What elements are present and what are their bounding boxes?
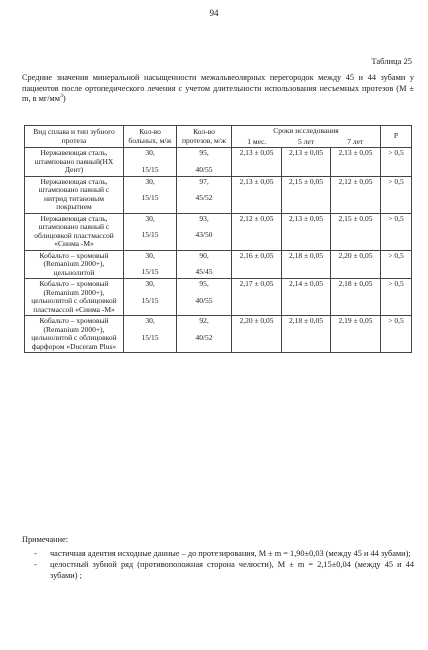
prostheses-mf: 43/50	[195, 230, 213, 239]
p-value-cell	[381, 250, 412, 279]
patients-mf: 15/15	[141, 193, 159, 202]
prostheses-mf: 45/45	[195, 267, 213, 276]
caption-text: Средние значения минеральной насыщенности межальвеолярных перегородок между 45 и 44 зубами у пациентов после ортопедического лечения с учетом длительности использования несъемных протезов (M ± m, в мг/мм	[22, 73, 414, 104]
notes-section	[22, 535, 414, 582]
table-row	[25, 148, 412, 177]
value-7-years: 2,18 ± 0,05	[338, 279, 373, 288]
caption-end: )	[62, 94, 66, 104]
patients-total: 30,	[145, 279, 155, 288]
alloy-type-cell	[25, 279, 124, 316]
p-value: > 0,5	[388, 279, 404, 288]
note-dash: -	[34, 548, 37, 558]
header-1-month: 1 мес.	[232, 137, 282, 148]
p-value: > 0,5	[388, 316, 404, 325]
value-5-years: 2,13 ± 0,05	[288, 213, 324, 223]
prostheses-total: 95,	[199, 279, 209, 288]
patients-total: 30,	[145, 176, 155, 186]
alloy-type-text: Нержавеющая сталь, штамповано паяный с облицовкой пластмассой «Синма -М»	[34, 213, 114, 248]
p-value-cell	[381, 148, 412, 177]
prostheses-cell	[177, 316, 232, 353]
p-value: > 0,5	[388, 176, 404, 186]
note-dash: -	[34, 560, 37, 570]
alloy-type-text: Кобальто – хромовый (Remanium 2000+), цельнолитой	[39, 250, 109, 277]
value-1-month: 2,13 ± 0,05	[239, 148, 274, 157]
patients-mf: 15/15	[141, 164, 159, 174]
notes-title: Примечание:	[22, 535, 69, 544]
table-row	[25, 250, 412, 279]
value-1-month: 2,16 ± 0,05	[239, 250, 274, 260]
value-1-month-cell	[232, 148, 282, 177]
value-5-years-cell	[282, 316, 331, 353]
p-value-cell	[381, 279, 412, 316]
prostheses-mf: 40/52	[195, 332, 213, 342]
value-5-years: 2,18 ± 0,05	[288, 250, 324, 260]
alloy-type-cell	[25, 176, 124, 213]
value-5-years-cell	[282, 213, 331, 250]
p-value: > 0,5	[388, 213, 404, 223]
caption-superscript: 3	[60, 93, 63, 100]
alloy-type-text: Нержавеющая сталь, штамповано паяный с нитрид титановым покрытием	[38, 176, 110, 211]
prostheses-cell	[177, 250, 232, 279]
value-1-month-cell	[232, 279, 282, 316]
value-7-years: 2,13 ± 0,05	[338, 148, 373, 157]
alloy-type-text: Кобальто – хромовый (Remanium 2000+), цельнолитой с облицовкой пластмассой «Синма -М»	[31, 279, 117, 314]
prostheses-mf: 40/55	[195, 295, 213, 305]
prostheses-cell	[177, 176, 232, 213]
patients-cell	[124, 176, 177, 213]
note-item	[22, 549, 414, 560]
value-1-month: 2,13 ± 0,05	[239, 176, 274, 186]
p-value: > 0,5	[388, 148, 404, 157]
value-5-years-cell	[282, 148, 331, 177]
value-7-years: 2,20 ± 0,05	[338, 250, 373, 260]
prostheses-cell	[177, 279, 232, 316]
patients-mf: 15/15	[141, 332, 159, 342]
value-1-month: 2,12 ± 0,05	[239, 213, 274, 223]
patients-cell	[124, 316, 177, 353]
table-row	[25, 316, 412, 353]
alloy-type-cell	[25, 316, 124, 353]
patients-cell	[124, 279, 177, 316]
prostheses-total: 90,	[199, 250, 209, 260]
prostheses-cell	[177, 148, 232, 177]
prostheses-mf: 40/55	[195, 164, 213, 174]
value-1-month-cell	[232, 250, 282, 279]
value-5-years: 2,14 ± 0,05	[288, 279, 324, 288]
value-5-years: 2,13 ± 0,05	[288, 148, 324, 157]
alloy-type-text: Нержавеющая сталь, штамповано паяный(НХ Дент)	[34, 148, 114, 174]
header-study-periods: Сроки исследования	[232, 126, 381, 137]
note-text: частичная адентия исходные данные – до протезирования, M ± m = 1,90±0,03 (между 45 и 44 зубами);	[50, 548, 411, 558]
table-caption	[22, 73, 414, 105]
value-5-years: 2,15 ± 0,05	[288, 176, 324, 186]
value-1-month-cell	[232, 316, 282, 353]
value-1-month-cell	[232, 176, 282, 213]
value-7-years-cell	[331, 176, 381, 213]
header-alloy-type: Вид сплава и тип зубного протеза	[25, 126, 124, 148]
patients-cell	[124, 148, 177, 177]
header-7-years: 7 лет	[331, 137, 381, 148]
patients-total: 30,	[145, 213, 155, 223]
value-7-years: 2,12 ± 0,05	[338, 176, 373, 186]
patients-cell	[124, 250, 177, 279]
prostheses-total: 97,	[199, 176, 209, 186]
table-row	[25, 213, 412, 250]
value-7-years: 2,15 ± 0,05	[338, 213, 373, 223]
value-5-years-cell	[282, 250, 331, 279]
table-row	[25, 176, 412, 213]
note-item	[22, 560, 414, 581]
value-7-years: 2,19 ± 0,05	[338, 316, 373, 325]
note-text: целостный зубной ряд (противоположная сторона челюсти), M ± m = 2,15±0,04 (между 45 и 44 зубами) ;	[50, 560, 414, 580]
prostheses-mf: 45/52	[195, 193, 213, 202]
prostheses-total: 93,	[199, 213, 209, 223]
page-number: 94	[209, 8, 219, 18]
prostheses-total: 92,	[199, 316, 209, 325]
header-patients: Кол-во больных, м/ж	[124, 126, 177, 148]
value-1-month-cell	[232, 213, 282, 250]
p-value-cell	[381, 213, 412, 250]
value-7-years-cell	[331, 250, 381, 279]
table-row	[25, 279, 412, 316]
table-label: Таблица 25	[371, 56, 412, 66]
prostheses-total: 95,	[199, 148, 209, 157]
alloy-type-cell	[25, 213, 124, 250]
p-value-cell	[381, 176, 412, 213]
alloy-type-text: Кобальто – хромовый (Remanium 2000+), цельнолитой с облицовкой фарфором «Duceram Plus»	[31, 316, 117, 351]
p-value: > 0,5	[388, 250, 404, 260]
value-5-years-cell	[282, 279, 331, 316]
value-7-years-cell	[331, 213, 381, 250]
patients-mf: 15/15	[141, 295, 159, 305]
table-body	[25, 148, 412, 353]
header-p: P	[381, 126, 412, 148]
value-5-years: 2,18 ± 0,05	[288, 316, 324, 325]
data-table	[24, 125, 412, 353]
patients-mf: 15/15	[141, 230, 159, 239]
value-5-years-cell	[282, 176, 331, 213]
patients-total: 30,	[145, 316, 155, 325]
patients-total: 30,	[145, 148, 155, 157]
patients-cell	[124, 213, 177, 250]
alloy-type-cell	[25, 250, 124, 279]
prostheses-cell	[177, 213, 232, 250]
header-prostheses: Кол-во протезов, м/ж	[177, 126, 232, 148]
value-1-month: 2,20 ± 0,05	[239, 316, 274, 325]
value-1-month: 2,17 ± 0,05	[239, 279, 274, 288]
value-7-years-cell	[331, 316, 381, 353]
value-7-years-cell	[331, 148, 381, 177]
header-5-years: 5 лет	[282, 137, 331, 148]
patients-mf: 15/15	[141, 267, 159, 276]
header-row	[25, 126, 412, 137]
patients-total: 30,	[145, 250, 155, 260]
alloy-type-cell	[25, 148, 124, 177]
p-value-cell	[381, 316, 412, 353]
value-7-years-cell	[331, 279, 381, 316]
